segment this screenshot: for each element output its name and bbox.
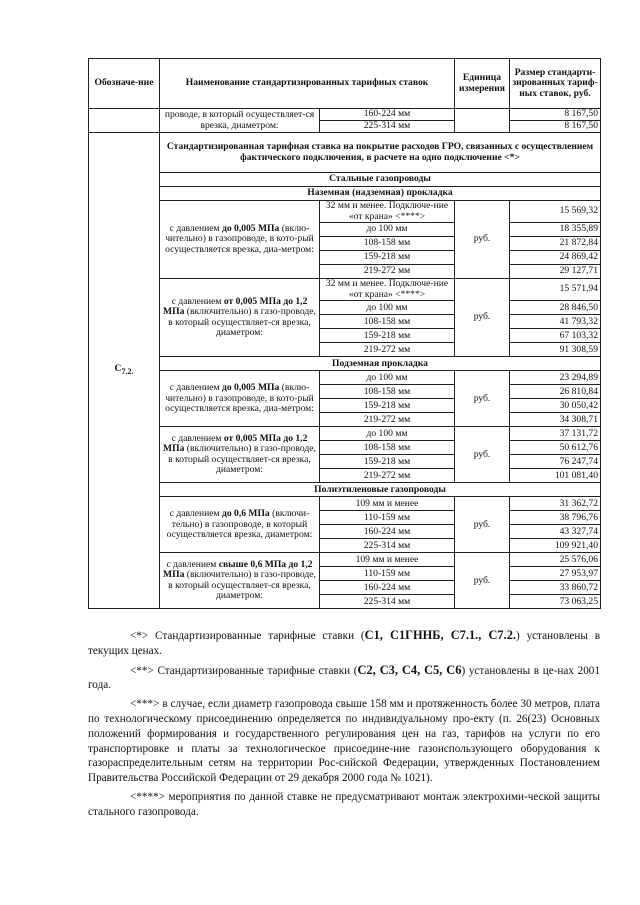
tariff-code-sub: 7.2. (121, 366, 134, 376)
diameter-cell: 219-272 мм (320, 413, 455, 427)
unit-cell: руб. (455, 371, 510, 427)
footnote-2: <**> Стандартизированные тарифные ставки (С2, С3, С4, С5, С6) установлены в це-нах 2001 года. (88, 662, 600, 692)
value-cell: 23 294,89 (510, 371, 601, 385)
group-desc: с давлением до 0,6 МПа (включи-тельно) в газопроводе, в который осуществляется врезка, диаметром: (160, 497, 320, 553)
value-cell: 25 576,06 (510, 553, 601, 567)
diameter-cell: 219-272 мм (320, 343, 455, 357)
diameter-cell: 159-218 мм (320, 329, 455, 343)
footnote-3: <***> в случае, если диаметр газопровода свыше 158 мм и протяженность более 30 метров, плата по технологическому присоединению определяется по индивидуальному про-екту (п. 26(23) Основных положений формирования и государственного регулирования цен на газ, тарифов на услуги по его транспортировке и платы за технологическое присоедине-ние газоиспользующего оборудования к газораспределительным сетям на территории Рос-сийской Федерации, утвержденных Постановлением Правительства Российской Федерации от 29 декабря 2000 года № 1021). (88, 698, 600, 785)
header-code: Обозначе-ние (89, 59, 160, 109)
diameter-cell: 219-272 мм (320, 265, 455, 279)
diameter-cell: 219-272 мм (320, 469, 455, 483)
unit-cell: руб. (455, 553, 510, 609)
diameter-cell: 108-158 мм (320, 385, 455, 399)
value-cell: 91 308,59 (510, 343, 601, 357)
diameter-cell: 160-224 мм (320, 525, 455, 539)
section-above-ground: Наземная (надземная) прокладка (160, 187, 601, 201)
section-title: Стандартизированная тарифная ставка на покрытие расходов ГРО, связанных с осуществлением фактического подключения, в расчете на одно подключение <*> (160, 133, 601, 173)
header-name: Наименование стандартизированных тарифных ставок (160, 59, 455, 109)
diameter-cell: до 100 мм (320, 223, 455, 237)
unit-cell: руб. (455, 201, 510, 279)
diameter-cell: 225-314 мм (320, 595, 455, 609)
unit-cell: руб. (455, 427, 510, 483)
value-cell: 101 081,40 (510, 469, 601, 483)
diameter-cell: 160-224 мм (320, 581, 455, 595)
diameter-cell: 159-218 мм (320, 251, 455, 265)
diameter-cell: 32 мм и менее. Подключе-ние «от крана» <****> (320, 279, 455, 301)
diameter-cell: до 100 мм (320, 427, 455, 441)
tariff-table (88, 58, 601, 609)
value-cell: 24 869,42 (510, 251, 601, 265)
section-underground: Подземная прокладка (160, 357, 601, 371)
value-cell: 38 796,76 (510, 511, 601, 525)
diameter-cell: 108-158 мм (320, 441, 455, 455)
diameter-cell: до 100 мм (320, 371, 455, 385)
tariff-code (89, 133, 160, 609)
diameter-cell: 225-314 мм (320, 539, 455, 553)
diameter-cell: 159-218 мм (320, 399, 455, 413)
diameter-cell: 109 мм и менее (320, 497, 455, 511)
value-cell: 30 050,42 (510, 399, 601, 413)
diameter-cell: 160-224 мм (320, 109, 455, 121)
value-cell: 15 569,32 (510, 201, 601, 223)
value-cell: 73 063,25 (510, 595, 601, 609)
diameter-cell: 108-158 мм (320, 315, 455, 329)
footnote-4: <****> мероприятия по данной ставке не предусматривают монтаж электрохими-ческой защиты стального газопровода. (88, 790, 600, 818)
header-size: Размер стандарти-зированных тариф-ных ставок, руб. (510, 59, 601, 109)
value-cell: 41 793,32 (510, 315, 601, 329)
value-cell: 28 846,50 (510, 301, 601, 315)
diameter-cell: до 100 мм (320, 301, 455, 315)
value-cell: 43 327,74 (510, 525, 601, 539)
diameter-cell: 159-218 мм (320, 455, 455, 469)
value-cell: 33 860,72 (510, 581, 601, 595)
footnote-1: <*> Стандартизированные тарифные ставки (С1, С1ГННБ, С7.1., С7.2.) установлены в текущих ценах. (88, 628, 600, 657)
footnotes (88, 628, 600, 824)
code-cell-empty (89, 109, 160, 133)
unit-cell: руб. (455, 279, 510, 357)
value-cell: 8 167,50 (510, 121, 601, 133)
value-cell: 21 872,84 (510, 237, 601, 251)
value-cell: 109 921,40 (510, 539, 601, 553)
value-cell: 27 953,97 (510, 567, 601, 581)
value-cell: 50 612,76 (510, 441, 601, 455)
header-unit: Единица измерения (455, 59, 510, 109)
diameter-cell: 108-158 мм (320, 237, 455, 251)
group-desc: с давлением от 0,005 МПа до 1,2 МПа (включительно) в газо-проводе, в который осуществляет-ся врезка, диаметром: (160, 279, 320, 357)
continued-desc: проводе, в который осуществляет-ся врезка, диаметром: (160, 109, 320, 133)
value-cell: 26 810,84 (510, 385, 601, 399)
value-cell: 8 167,50 (510, 109, 601, 121)
section-polyethylene: Полиэтиленовые газопроводы (160, 483, 601, 497)
group-desc: с давлением до 0,005 МПа (вклю-чительно) в газопроводе, в кото-рый осуществляется врезка, диа-метром: (160, 371, 320, 427)
diameter-cell: 110-159 мм (320, 511, 455, 525)
value-cell: 31 362,72 (510, 497, 601, 511)
diameter-cell: 32 мм и менее. Подключе-ние «от крана» <****> (320, 201, 455, 223)
unit-cell-empty (455, 109, 510, 133)
value-cell: 37 131,72 (510, 427, 601, 441)
group-desc: с давлением свыше 0,6 МПа до 1,2 МПа (включительно) в газо-проводе, в который осуществляет-ся врезка, диаметром: (160, 553, 320, 609)
group-desc: с давлением до 0,005 МПа (вклю-чительно) в газопроводе, в кото-рый осуществляется врезка, диа-метром: (160, 201, 320, 279)
group-desc: с давлением от 0,005 МПа до 1,2 МПа (включительно) в газо-проводе, в который осуществляет-ся врезка, диаметром: (160, 427, 320, 483)
value-cell: 34 308,71 (510, 413, 601, 427)
diameter-cell: 225-314 мм (320, 121, 455, 133)
value-cell: 29 127,71 (510, 265, 601, 279)
diameter-cell: 109 мм и менее (320, 553, 455, 567)
tariff-code-main: С (114, 362, 122, 374)
value-cell: 15 571,94 (510, 279, 601, 301)
diameter-cell: 110-159 мм (320, 567, 455, 581)
unit-cell: руб. (455, 497, 510, 553)
value-cell: 76 247,74 (510, 455, 601, 469)
section-steel: Стальные газопроводы (160, 173, 601, 187)
value-cell: 67 103,32 (510, 329, 601, 343)
value-cell: 18 355,89 (510, 223, 601, 237)
